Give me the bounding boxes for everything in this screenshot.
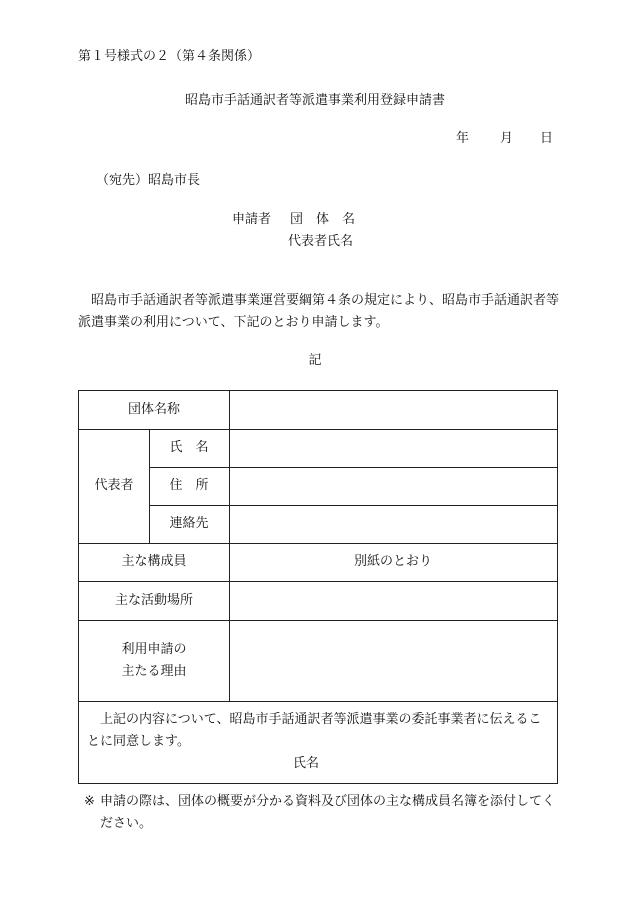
organization-name-label: 団 体 名 xyxy=(290,212,356,227)
date-month-label: 月 xyxy=(500,131,514,146)
rep-address-label: 住 所 xyxy=(169,478,209,493)
consent-text: 上記の内容について、昭島市手話通訳者等派遣事業の委託事業者に伝えることに同意します。 xyxy=(87,712,542,749)
activity-place-field[interactable] xyxy=(229,581,557,620)
members-value: 別紙のとおり xyxy=(353,554,432,569)
rep-address-field[interactable] xyxy=(229,467,557,505)
note xyxy=(84,791,564,835)
addressee: （宛先）昭島市長 xyxy=(96,173,201,188)
rep-contact-field[interactable] xyxy=(229,505,557,543)
reason-label xyxy=(79,620,229,701)
note-mark: ※ xyxy=(84,794,95,809)
application-statement: 昭島市手話通訳者等派遣事業運営要綱第４条の規定により、昭島市手話通訳者等派遣事業の利用について、下記のとおり申請します。 xyxy=(78,293,560,330)
representative-name-label: 代表者氏名 xyxy=(288,234,354,249)
rep-name-label: 氏 名 xyxy=(169,440,209,455)
members-label: 主な構成員 xyxy=(121,554,187,569)
application-table xyxy=(78,390,558,784)
ki-heading: 記 xyxy=(308,353,322,368)
consent-signature-label: 氏名 xyxy=(293,756,320,771)
reason-label-line-1: 利用申請の xyxy=(121,641,187,657)
applicant-label: 申請者 xyxy=(232,212,272,227)
reason-label-line-2: 主たる理由 xyxy=(121,663,187,679)
rep-contact-label: 連絡先 xyxy=(169,516,209,531)
org-name-label: 団体名称 xyxy=(127,402,180,417)
document-title: 昭島市手話通訳者等派遣事業利用登録申請書 xyxy=(184,93,445,108)
form-number: 第１号様式の２（第４条関係） xyxy=(78,49,261,64)
table-rule xyxy=(79,701,557,702)
representative-label: 代表者 xyxy=(94,478,134,493)
activity-place-label: 主な活動場所 xyxy=(114,592,193,608)
rep-name-field[interactable] xyxy=(229,429,557,467)
date-year-label: 年 xyxy=(456,131,470,146)
org-name-field[interactable] xyxy=(229,391,557,429)
note-text: 申請の際は、団体の概要が分かる資料及び団体の主な構成員名簿を添付してください。 xyxy=(100,794,556,831)
date-day-label: 日 xyxy=(540,131,554,146)
reason-field[interactable] xyxy=(229,620,557,701)
